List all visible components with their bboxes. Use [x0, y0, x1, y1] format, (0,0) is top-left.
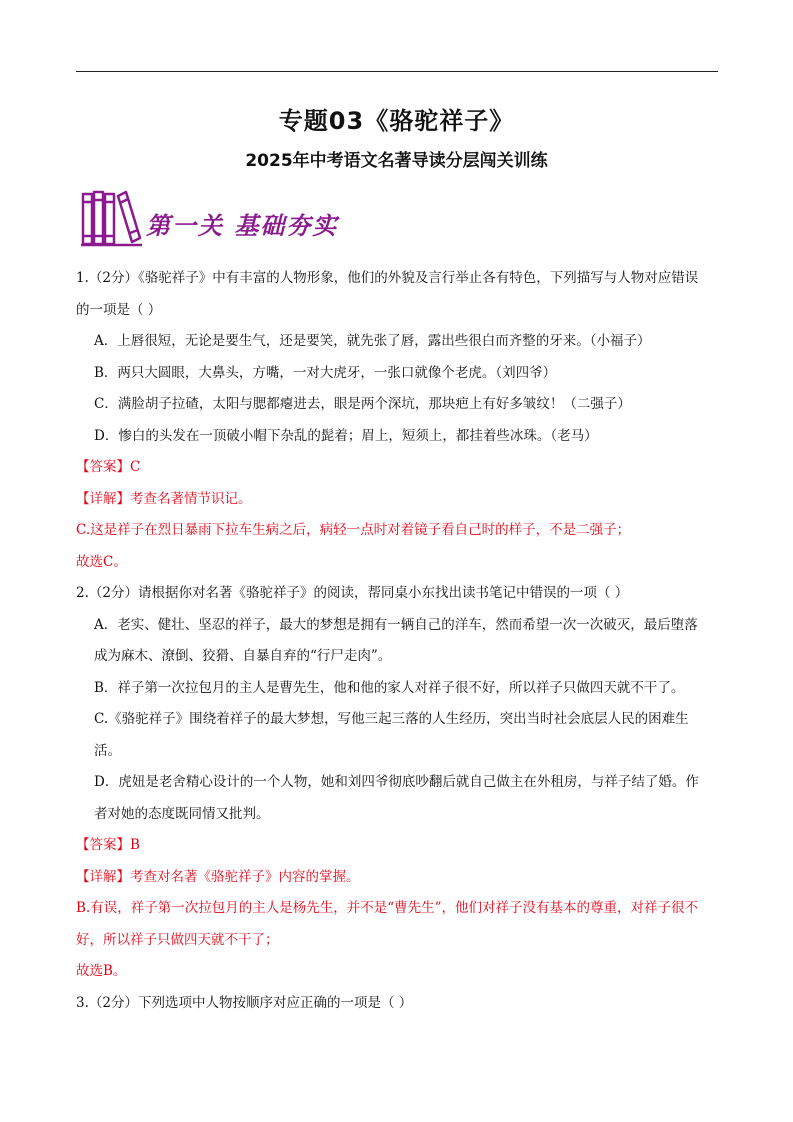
option-c: C.《骆驼祥子》围绕着祥子的最大梦想，写他三起三落的人生经历，突出当时社会底层人民的困难生	[94, 711, 689, 727]
answer-tag: 【答案】	[76, 837, 130, 853]
answer-tag: 【答案】	[76, 459, 130, 475]
question-stem-line: 2.（2分）请根据你对名著《骆驼祥子》的阅读，帮同桌小东找出读书笔记中错误的一项（ ）	[76, 585, 629, 601]
option-a: A．老实、健壮、坚忍的祥子，最大的梦想是拥有一辆自己的洋车，然而希望一次一次破灭，最后堕落	[94, 616, 698, 633]
option-d: D．惨白的头发在一顶破小帽下杂乱的髭着；眉上，短须上，都挂着些冰珠。（老马）	[94, 427, 598, 444]
question-3	[76, 988, 721, 1020]
explanation-line: B.有误，祥子第一次拉包月的主人是杨先生，并不是“曹先生”，他们对祥子没有基本的尊重，对祥子很不	[76, 900, 699, 916]
question-stem-line: 1.（2分）《骆驼祥子》中有丰富的人物形象，他们的外貌及言行举止各有特色，下列描写与人物对应错误	[76, 270, 699, 286]
conclusion-line: 故选B。	[76, 963, 127, 979]
question-1	[76, 263, 721, 578]
header-rule	[76, 71, 718, 72]
detail-tag: 【详解】	[76, 490, 130, 507]
books-icon	[80, 186, 144, 248]
option-d-continued: 者对她的态度既同情又批判。	[94, 805, 270, 822]
conclusion-line: 故选C。	[76, 553, 127, 570]
option-a: A．上唇很短，无论是要生气，还是要笑，就先张了唇，露出些很白而齐整的牙来。（小福子）	[94, 333, 651, 349]
answer-line	[76, 452, 721, 484]
section-banner	[80, 186, 380, 248]
option-a-continued: 成为麻木、潦倒、狡猾、自暴自弃的“行尸走肉”。	[94, 648, 392, 664]
detail-tag: 【详解】	[76, 868, 130, 885]
detail-text: 考查名著情节识记。	[130, 490, 252, 507]
detail-line	[76, 862, 721, 894]
question-2	[76, 578, 721, 988]
question-list	[76, 263, 721, 1019]
banner-label: 第一关 基础夯实	[146, 211, 339, 240]
page-subtitle: 2025年中考语文名著导读分层闯关训练	[245, 151, 548, 171]
explanation-line: C.这是祥子在烈日暴雨下拉车生病之后，病轻一点时对着镜子看自己时的样子，不是二强子；	[76, 522, 631, 538]
question-stem-line: 3.（2分）下列选项中人物按顺序对应正确的一项是（ ）	[76, 994, 413, 1011]
detail-line	[76, 484, 721, 516]
answer-line	[76, 830, 721, 862]
answer-value: C	[130, 459, 141, 475]
detail-text: 考查对名著《骆驼祥子》内容的掌握。	[130, 868, 360, 885]
option-c-continued: 活。	[94, 742, 121, 759]
option-b: B．祥子第一次拉包月的主人是曹先生，他和他的家人对祥子很不好，所以祥子只做四天就不干了。	[94, 679, 685, 696]
page-title: 专题03《骆驼祥子》	[278, 107, 515, 135]
question-stem-line: 的一项是（ ）	[76, 301, 162, 318]
option-d: D．虎妞是老舍精心设计的一个人物，她和刘四爷彻底吵翻后就自己做主在外租房，与祥子结了婚。作	[94, 774, 699, 790]
option-b: B．两只大圆眼，大鼻头，方嘴，一对大虎牙，一张口就像个老虎。（刘四爷）	[94, 364, 557, 381]
answer-value: B	[130, 837, 140, 853]
option-c: C．满脸胡子拉碴，太阳与腮都瘪进去，眼是两个深坑，那块疤上有好多皱纹！（二强子）	[94, 396, 631, 412]
explanation-line: 好，所以祥子只做四天就不干了；	[76, 931, 279, 948]
